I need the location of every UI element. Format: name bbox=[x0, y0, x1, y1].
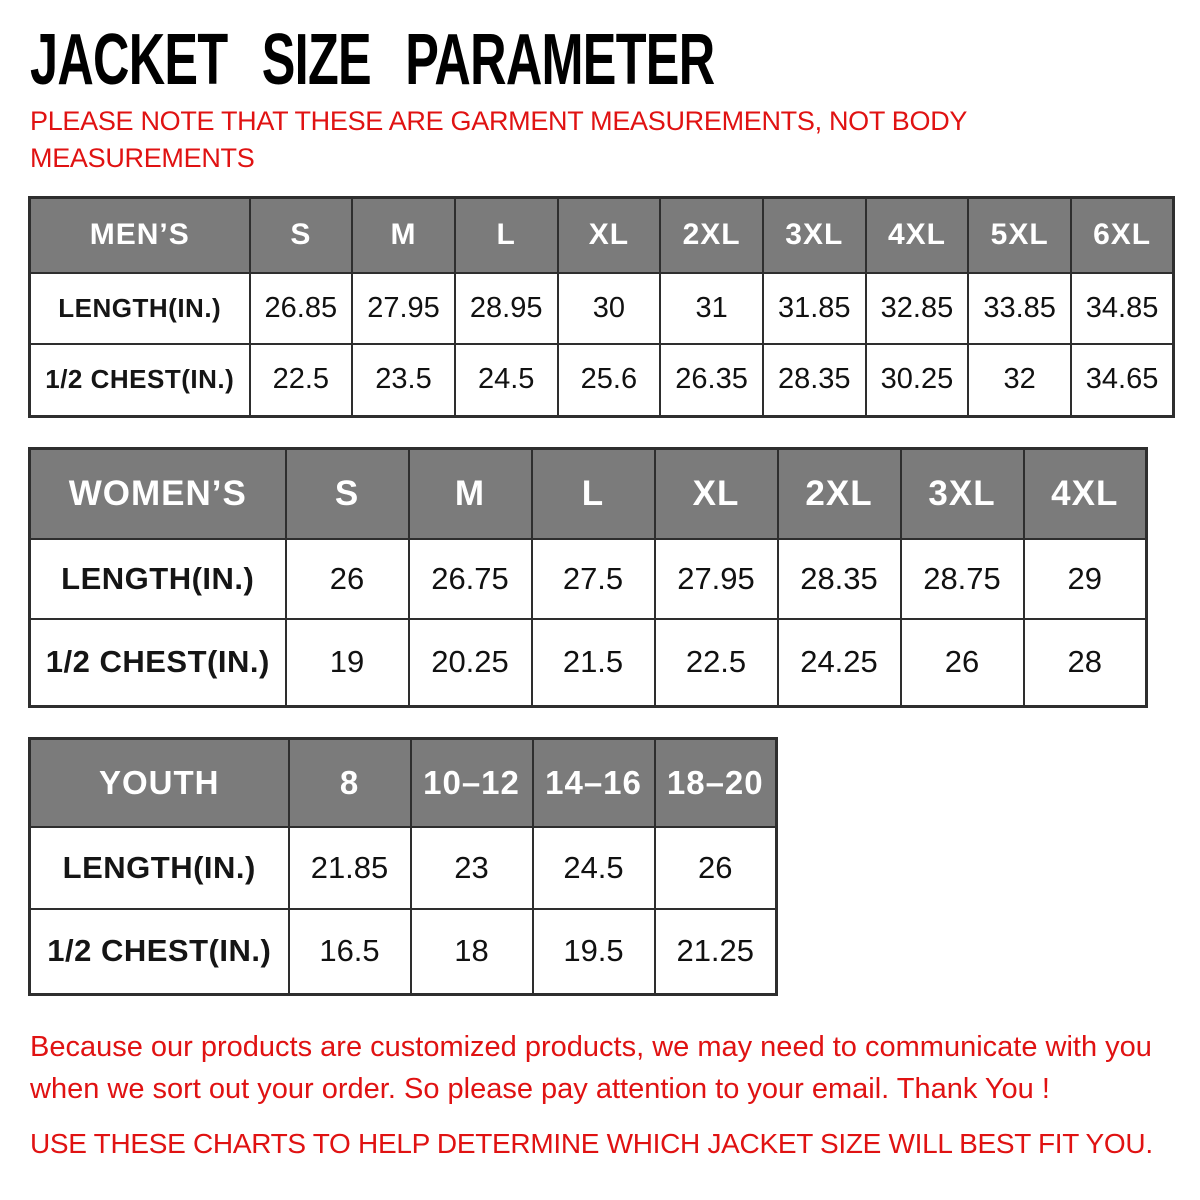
womens-size-2xl: 2XL bbox=[778, 449, 901, 539]
womens-length-row bbox=[30, 539, 1147, 619]
womens-size-l: L bbox=[532, 449, 655, 539]
value-cell: 33.85 bbox=[968, 273, 1071, 344]
youth-table-title: YOUTH bbox=[30, 739, 289, 827]
value-cell: 28.95 bbox=[455, 273, 558, 344]
womens-size-m: M bbox=[409, 449, 532, 539]
mens-header-row bbox=[30, 198, 1174, 273]
value-cell: 18 bbox=[411, 909, 533, 995]
mens-size-m: M bbox=[352, 198, 455, 273]
youth-size-table bbox=[28, 737, 778, 996]
value-cell: 24.5 bbox=[455, 344, 558, 417]
value-cell: 20.25 bbox=[409, 619, 532, 707]
row-label: 1/2 CHEST(IN.) bbox=[30, 344, 250, 417]
value-cell: 31 bbox=[660, 273, 763, 344]
mens-size-4xl: 4XL bbox=[866, 198, 969, 273]
womens-size-3xl: 3XL bbox=[901, 449, 1024, 539]
value-cell: 30 bbox=[558, 273, 661, 344]
value-cell: 26 bbox=[286, 539, 409, 619]
row-label: 1/2 CHEST(IN.) bbox=[30, 619, 286, 707]
value-cell: 27.5 bbox=[532, 539, 655, 619]
value-cell: 26 bbox=[901, 619, 1024, 707]
value-cell: 27.95 bbox=[352, 273, 455, 344]
mens-size-s: S bbox=[250, 198, 353, 273]
note-line-1: PLEASE NOTE THAT THESE ARE GARMENT MEASUREMENTS, NOT BODY bbox=[30, 106, 968, 136]
row-label: 1/2 CHEST(IN.) bbox=[30, 909, 289, 995]
value-cell: 19 bbox=[286, 619, 409, 707]
value-cell: 25.6 bbox=[558, 344, 661, 417]
youth-size-14-16: 14–16 bbox=[533, 739, 655, 827]
value-cell: 26.85 bbox=[250, 273, 353, 344]
mens-size-2xl: 2XL bbox=[660, 198, 763, 273]
value-cell: 22.5 bbox=[655, 619, 778, 707]
value-cell: 16.5 bbox=[289, 909, 411, 995]
value-cell: 26 bbox=[655, 827, 777, 909]
value-cell: 28.35 bbox=[778, 539, 901, 619]
page-title bbox=[30, 20, 1008, 100]
youth-size-18-20: 18–20 bbox=[655, 739, 777, 827]
value-cell: 21.25 bbox=[655, 909, 777, 995]
mens-length-row bbox=[30, 273, 1174, 344]
page-title-text: JACKET SIZE PARAMETER bbox=[30, 20, 715, 100]
notice-line-1: Because our products are customized products, we may need to communicate with you bbox=[30, 1031, 1152, 1063]
mens-table-title: MEN’S bbox=[30, 198, 250, 273]
value-cell: 32.85 bbox=[866, 273, 969, 344]
womens-table-title: WOMEN’S bbox=[30, 449, 286, 539]
womens-size-table bbox=[28, 447, 1148, 708]
value-cell: 19.5 bbox=[533, 909, 655, 995]
mens-size-l: L bbox=[455, 198, 558, 273]
mens-size-3xl: 3XL bbox=[763, 198, 866, 273]
womens-size-s: S bbox=[286, 449, 409, 539]
womens-chest-row bbox=[30, 619, 1147, 707]
youth-size-8: 8 bbox=[289, 739, 411, 827]
value-cell: 34.65 bbox=[1071, 344, 1174, 417]
womens-size-xl: XL bbox=[655, 449, 778, 539]
note-line-2: MEASUREMENTS bbox=[30, 143, 255, 173]
row-label: LENGTH(IN.) bbox=[30, 539, 286, 619]
row-label: LENGTH(IN.) bbox=[30, 273, 250, 344]
value-cell: 34.85 bbox=[1071, 273, 1174, 344]
value-cell: 29 bbox=[1024, 539, 1147, 619]
youth-header-row bbox=[30, 739, 777, 827]
mens-size-table bbox=[28, 196, 1175, 418]
value-cell: 22.5 bbox=[250, 344, 353, 417]
value-cell: 27.95 bbox=[655, 539, 778, 619]
mens-chest-row bbox=[30, 344, 1174, 417]
value-cell: 31.85 bbox=[763, 273, 866, 344]
value-cell: 30.25 bbox=[866, 344, 969, 417]
garment-measurement-note bbox=[30, 103, 967, 177]
womens-header-row bbox=[30, 449, 1147, 539]
value-cell: 23.5 bbox=[352, 344, 455, 417]
customization-notice bbox=[30, 1026, 1152, 1110]
youth-size-10-12: 10–12 bbox=[411, 739, 533, 827]
youth-chest-row bbox=[30, 909, 777, 995]
value-cell: 28.75 bbox=[901, 539, 1024, 619]
value-cell: 21.85 bbox=[289, 827, 411, 909]
chart-usage-hint: USE THESE CHARTS TO HELP DETERMINE WHICH JACKET SIZE WILL BEST FIT YOU. bbox=[30, 1128, 1153, 1159]
value-cell: 26.75 bbox=[409, 539, 532, 619]
womens-size-4xl: 4XL bbox=[1024, 449, 1147, 539]
value-cell: 24.5 bbox=[533, 827, 655, 909]
value-cell: 21.5 bbox=[532, 619, 655, 707]
value-cell: 24.25 bbox=[778, 619, 901, 707]
value-cell: 32 bbox=[968, 344, 1071, 417]
mens-size-xl: XL bbox=[558, 198, 661, 273]
mens-size-6xl: 6XL bbox=[1071, 198, 1174, 273]
value-cell: 23 bbox=[411, 827, 533, 909]
youth-length-row bbox=[30, 827, 777, 909]
value-cell: 28.35 bbox=[763, 344, 866, 417]
value-cell: 28 bbox=[1024, 619, 1147, 707]
value-cell: 26.35 bbox=[660, 344, 763, 417]
notice-line-2: when we sort out your order. So please pay attention to your email. Thank You ! bbox=[30, 1073, 1050, 1105]
row-label: LENGTH(IN.) bbox=[30, 827, 289, 909]
mens-size-5xl: 5XL bbox=[968, 198, 1071, 273]
